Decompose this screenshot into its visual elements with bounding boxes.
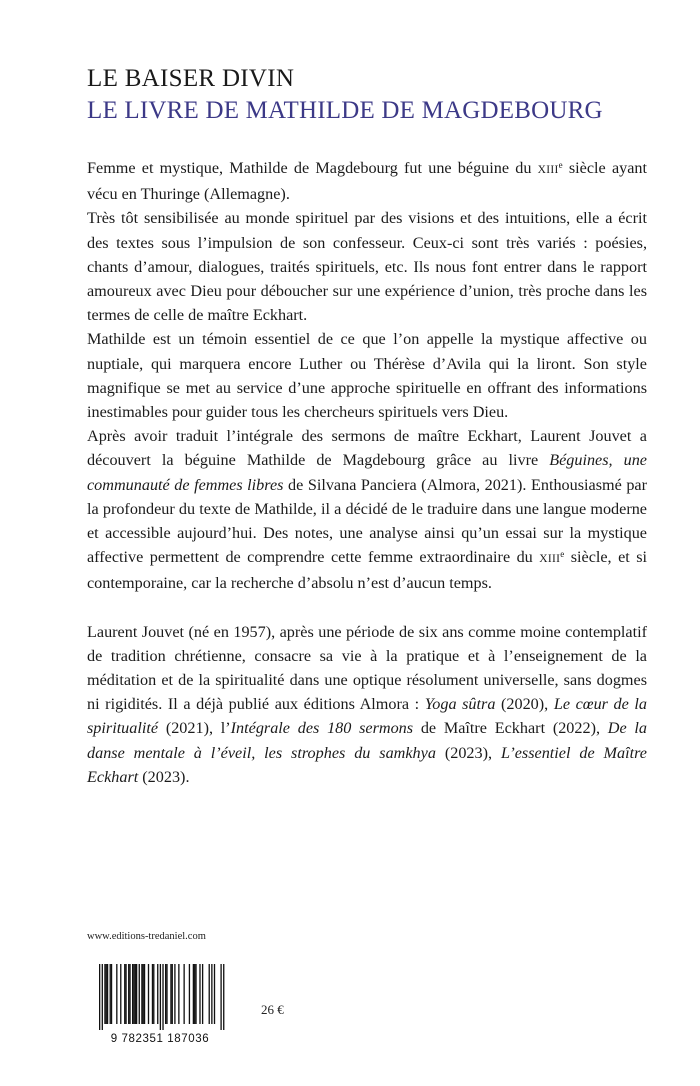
back-cover-text bbox=[87, 156, 647, 789]
barcode-bar bbox=[141, 964, 142, 1024]
barcode-bar bbox=[129, 964, 130, 1024]
barcode-bar bbox=[194, 964, 195, 1024]
barcode-bar bbox=[106, 964, 107, 1024]
barcode-bar bbox=[220, 964, 221, 1030]
barcode-bar bbox=[166, 964, 167, 1024]
barcode-bar bbox=[99, 964, 100, 1030]
barcode-bar bbox=[136, 964, 137, 1024]
title-block bbox=[87, 64, 647, 126]
barcode-bar bbox=[132, 964, 133, 1024]
publisher-website: www.editions-tredaniel.com bbox=[87, 931, 206, 942]
barcode-bar bbox=[128, 964, 129, 1024]
barcode-bar bbox=[195, 964, 196, 1024]
barcode-bar bbox=[104, 964, 105, 1024]
barcode-bar bbox=[165, 964, 166, 1024]
barcode-bar bbox=[143, 964, 144, 1024]
summary-paragraph-1: Femme et mystique, Mathilde de Magdebourg fut une béguine du XIIIe siècle ayant vécu en Thuringe (Allemagne). bbox=[87, 159, 647, 204]
isbn-digits: 9 782351 187036 bbox=[110, 1033, 210, 1044]
barcode-bar bbox=[172, 964, 173, 1024]
barcode-bar bbox=[148, 964, 149, 1024]
barcode-bar bbox=[107, 964, 108, 1024]
book-reference: Béguines, une communauté de femmes libres bbox=[87, 451, 647, 494]
book-title: LE BAISER DIVIN bbox=[87, 65, 295, 92]
barcode-bar bbox=[174, 964, 175, 1024]
barcode-bar bbox=[199, 964, 200, 1024]
barcode-graphic bbox=[86, 961, 234, 1044]
barcode-bar bbox=[152, 964, 153, 1024]
barcode-bar bbox=[223, 964, 224, 1030]
barcode-bar bbox=[139, 964, 140, 1024]
barcode-bar bbox=[124, 964, 125, 1024]
barcode-bar bbox=[170, 964, 171, 1024]
book-subtitle: LE LIVRE DE MATHILDE DE MAGDEBOURG bbox=[87, 97, 603, 124]
barcode-bar bbox=[214, 964, 215, 1024]
barcode-bar bbox=[202, 964, 203, 1024]
barcode-bar bbox=[162, 964, 163, 1030]
barcode-bar bbox=[111, 964, 112, 1024]
summary-paragraph-2: Très tôt sensibilisée au monde spirituel par des visions et des intuitions, elle a écrit des textes sous l’impulsion de son confesseur. Ceux-ci sont très variés : poésies, chants d’amour, dialogues, traités spirituels, etc. Ils nous font entrer dans le rapport amoureux avec Dieu pour déboucher sur une expérience d’union, très proche dans les termes de celle de maître Eckhart. bbox=[87, 209, 647, 325]
barcode-bar bbox=[135, 964, 136, 1024]
barcode-bar bbox=[153, 964, 154, 1024]
barcode-bar bbox=[189, 964, 190, 1024]
isbn-barcode bbox=[86, 961, 234, 1044]
barcode-bar bbox=[178, 964, 179, 1024]
barcode-bar bbox=[160, 964, 161, 1030]
barcode-bar bbox=[211, 964, 212, 1024]
barcode-bar bbox=[125, 964, 126, 1024]
barcode-bar bbox=[116, 964, 117, 1024]
barcode-bar bbox=[209, 964, 210, 1024]
price: 26 € bbox=[261, 1002, 284, 1017]
summary-paragraph-3: Mathilde est un témoin essentiel de ce que l’on appelle la mystique affective ou nuptiale, qui marquera encore Luther ou Thérèse d’Avila qui la liront. Son style magnifique se met au service d’une approche spirituelle en offrant des informations inestimables pour guider tous les chercheurs spirituels vers Dieu. bbox=[87, 330, 647, 422]
barcode-bar bbox=[120, 964, 121, 1024]
author-bio: Laurent Jouvet (né en 1957), après une période de six ans comme moine contemplatif de tradition chrétienne, consacre sa vie à la pratique et à l’enseignement de la méditation et de la spiritualité dans une optique résolument universelle, sans dogmes ni rigidités. Il a déjà publié aux éditions Almora : Yoga sûtra (2020), Le cœur de la spiritualité (2021), l’Intégrale des 180 sermons de Maître Eckhart (2022), De la danse mentale à l’éveil, les strophes du samkhya (2023), L’essentiel de Maître Eckhart (2023). bbox=[87, 622, 648, 786]
barcode-bar bbox=[144, 964, 145, 1024]
summary-paragraph-4: Après avoir traduit l’intégrale des sermons de maître Eckhart, Laurent Jouvet a découvert la béguine Mathilde de Magdebourg grâce au livre Béguines, une communauté de femmes libres de Silvana Panciera (Almora, 2021). Enthousiasmé par la profondeur du texte de Mathilde, il a décidé de le traduire dans une langue moderne et accessible aujourd’hui. Des notes, une analyse ainsi qu’un essai sur la mystique affective permettent de comprendre cette femme extraordinaire du XIIIe siècle, et si contemporaine, car la recherche d’absolu n’est d’aucun temps. bbox=[87, 427, 648, 593]
barcode-bar bbox=[133, 964, 134, 1024]
barcode-bar bbox=[157, 964, 158, 1024]
barcode-bar bbox=[110, 964, 111, 1024]
barcode-bar bbox=[183, 964, 184, 1024]
barcode-bar bbox=[102, 964, 103, 1030]
barcode-bar bbox=[193, 964, 194, 1024]
